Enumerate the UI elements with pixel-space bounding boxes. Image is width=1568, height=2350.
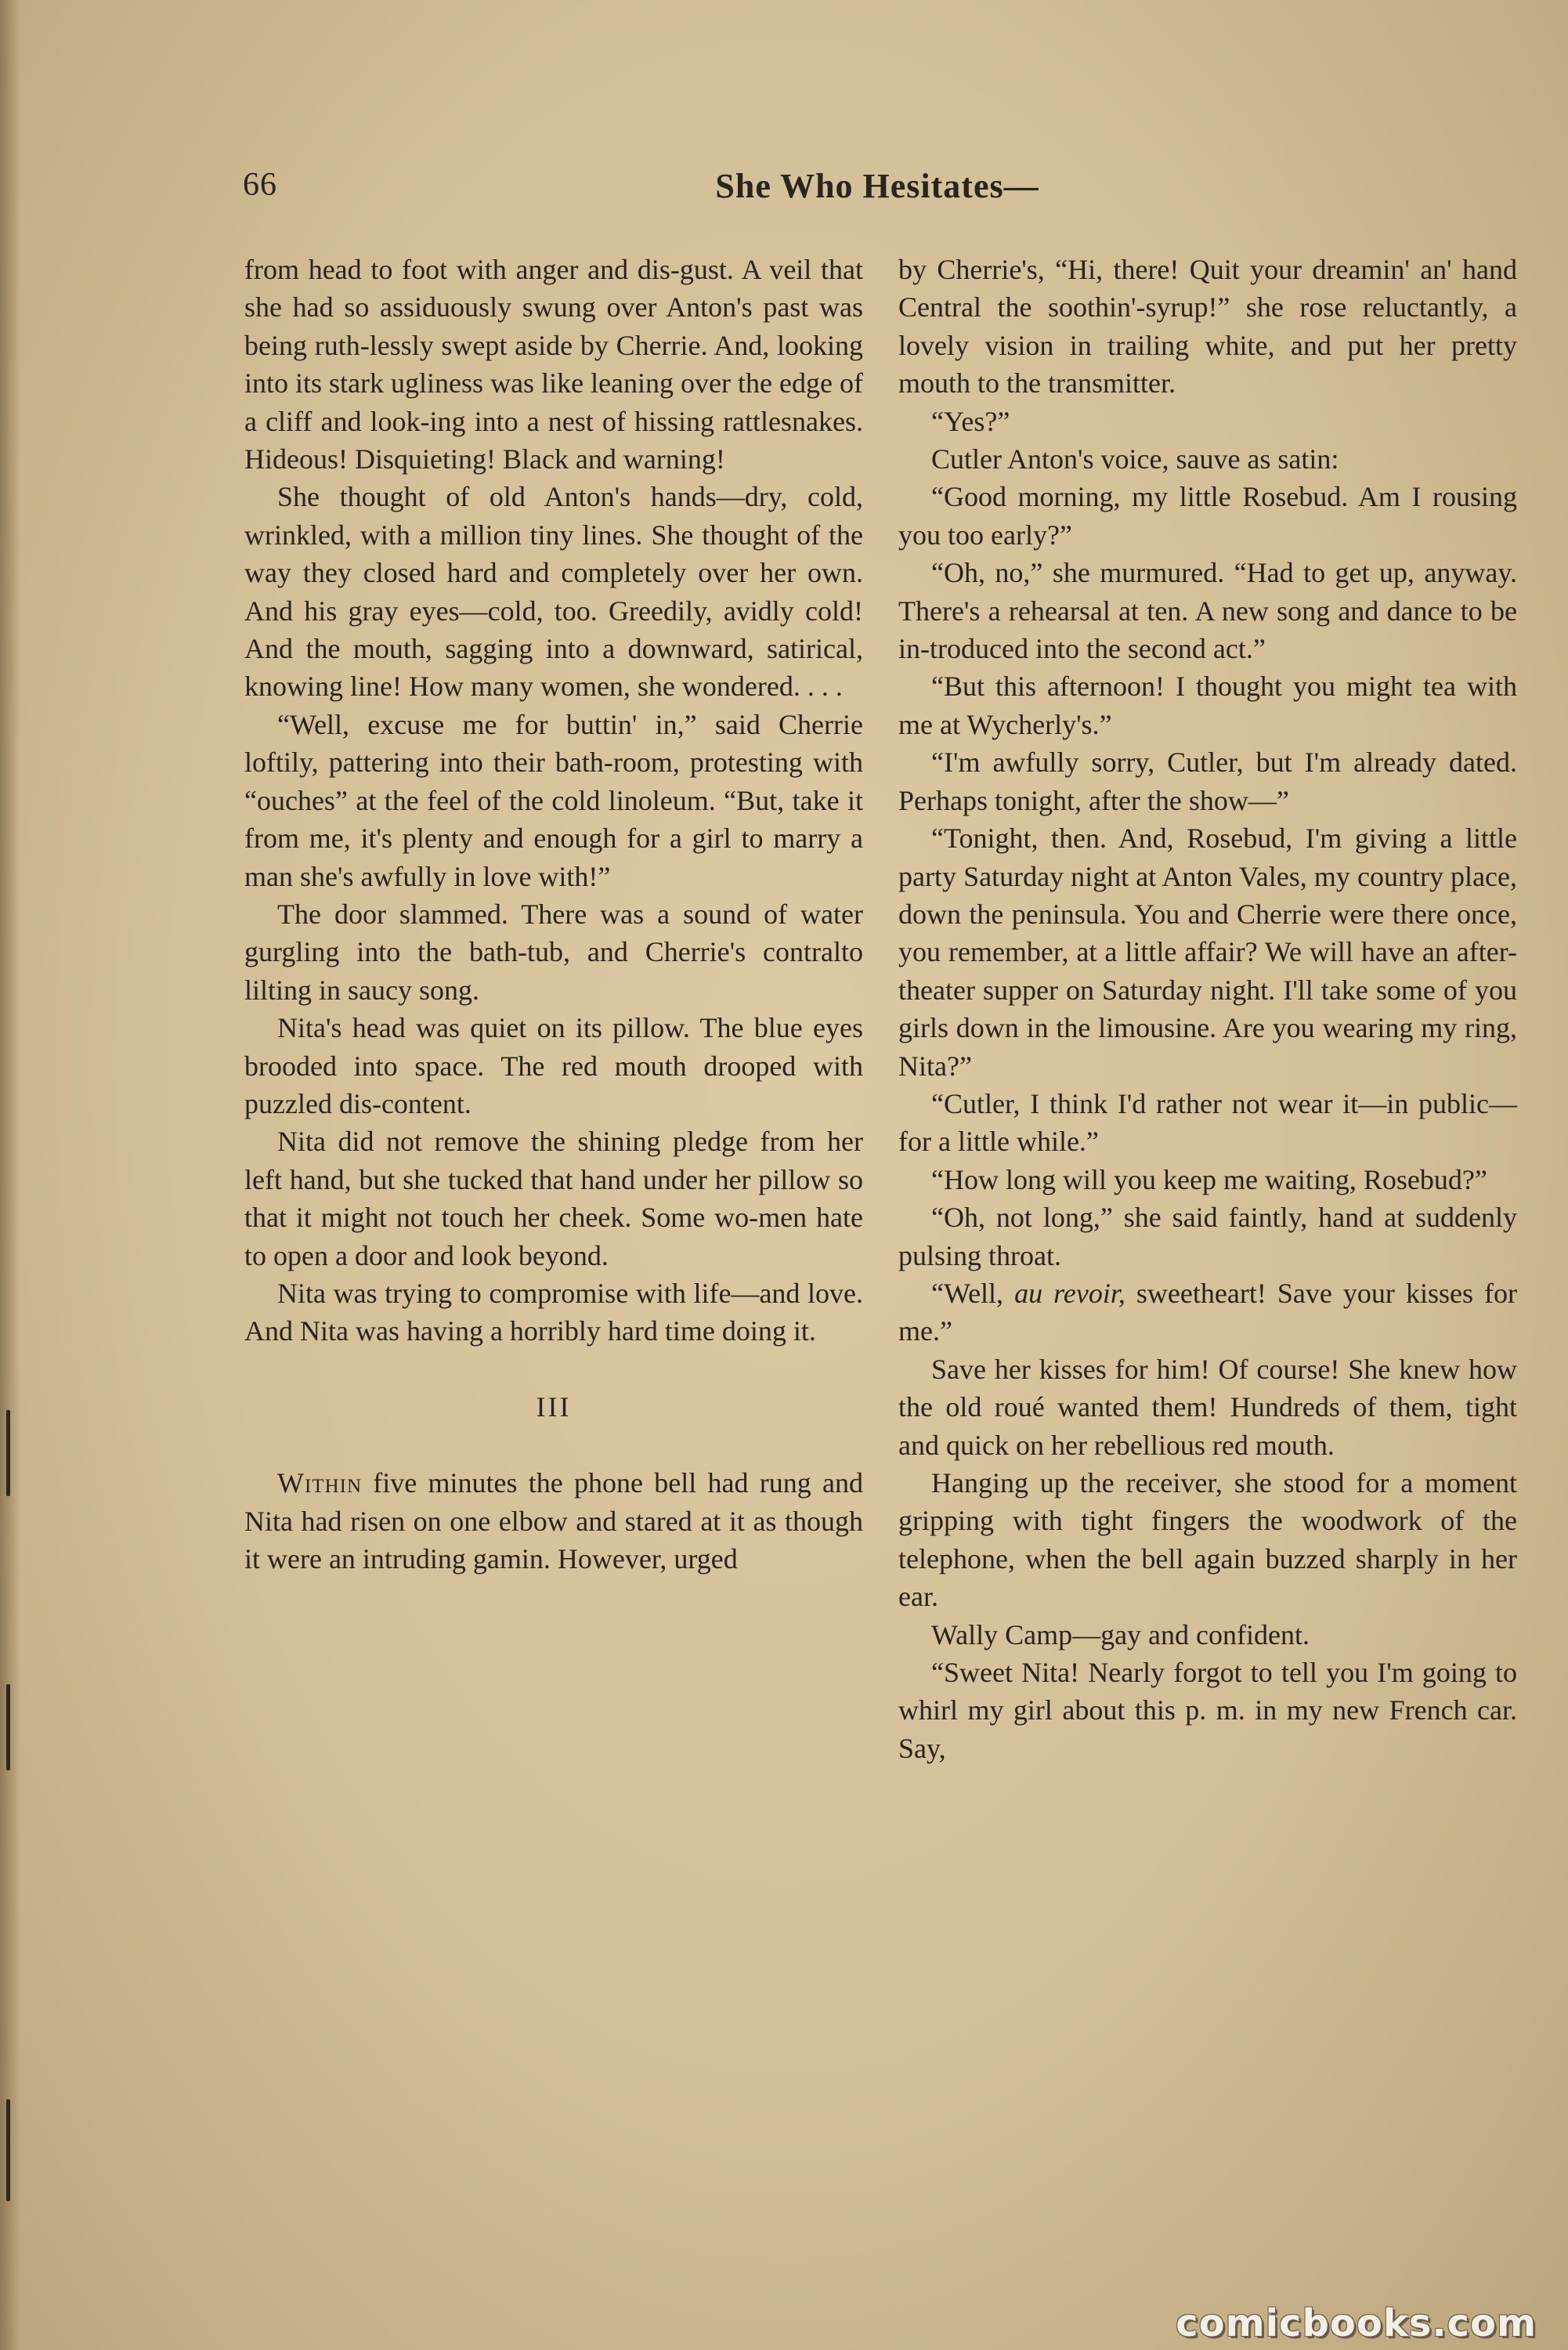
paragraph-text: five minutes the phone bell had rung and Nita had risen on one elbow and stared at it as though it were an intruding gamin. However, urged [244,1467,863,1574]
paragraph: “Yes?” [931,405,1010,437]
paragraph: “But this afternoon! I thought you might tea with me at Wycherly's.” [898,671,1517,740]
paragraph: Nita did not remove the shining pledge from her left hand, but she tucked that hand under her pillow so that it might not touch her cheek. Some wo-men hate to open a door and look beyond. [244,1126,863,1271]
paragraph: Save her kisses for him! Of course! She knew how the old roué wanted them! Hundreds of them, tight and quick on her rebellious red mouth. [898,1353,1517,1461]
paragraph: from head to foot with anger and dis-gust. A veil that she had so assiduously swung over Anton's past was being ruth-lessly swept aside by Cherrie. And, looking into its stark ugliness was like leaning over the edge of a cliff and look-ing into a nest of hissing rattlesnakes. Hideous! Disquieting! Black and warning! [244,254,863,475]
margin-pencil-mark [6,1410,10,1496]
paragraph-text: “Well, [931,1277,1015,1309]
margin-pencil-mark [6,2099,10,2201]
paragraph: “How long will you keep me waiting, Rosebud?” [931,1163,1487,1195]
italic-text: au revoir, [1014,1277,1125,1309]
paragraph: “Oh, not long,” she said faintly, hand at suddenly pulsing throat. [898,1202,1517,1271]
section-heading: III [536,1390,572,1423]
paragraph: “Sweet Nita! Nearly forgot to tell you I'm going to whirl my girl about this p. m. in my new French car. Say, [898,1657,1517,1764]
paragraph: “Tonight, then. And, Rosebud, I'm giving a little party Saturday night at Anton Vales, my country place, down the peninsula. You and Cherrie were there once, you remember, at a little affair? We will have an after-theater supper on Saturday night. I'll take some of you girls down in the limousine. Are you wearing my ring, Nita?” [898,822,1517,1082]
paragraph [898,1274,1517,1350]
paragraph: “Good morning, my little Rosebud. Am I rousing you too early?” [898,481,1517,551]
right-column [898,251,1517,1767]
paragraph-text: sweetheart! Save your kisses for me.” [898,1277,1518,1347]
paragraph: by Cherrie's, “Hi, there! Quit your dreamin' an' hand Central the soothin'-syrup!” she rose reluctantly, a lovely vision in trailing white, and put her pretty mouth to the transmitter. [898,254,1517,400]
paragraph: The door slammed. There was a sound of water gurgling into the bath-tub, and Cherrie's contralto lilting in saucy song. [244,898,863,1006]
paragraph: Nita was trying to compromise with life—and love. And Nita was having a horribly hard time doing it. [244,1277,863,1347]
paragraph: Wally Camp—gay and confident. [931,1618,1310,1650]
left-column [244,251,863,1578]
paragraph: “I'm awfully sorry, Cutler, but I'm already dated. Perhaps tonight, after the show—” [898,747,1517,816]
page-number: 66 [243,167,277,203]
paragraph: “Cutler, I think I'd rather not wear it—in public—for a little while.” [898,1087,1517,1158]
page-edge-shadow [0,0,20,2350]
paragraph: Hanging up the receiver, she stood for a moment gripping with tight fingers the woodwork of the telephone, when the bell again buzzed sharply in her ear. [898,1467,1517,1613]
paragraph: Nita's head was quiet on its pillow. The blue eyes brooded into space. The red mouth drooped with puzzled dis-content. [244,1012,863,1119]
paragraph [244,1464,863,1578]
paragraph: “Oh, no,” she murmured. “Had to get up, anyway. There's a rehearsal at ten. A new song and dance to be in-troduced into the second act.” [898,557,1517,665]
margin-pencil-mark [6,1684,10,1770]
page-header [243,166,1512,213]
running-title: She Who Hesitates— [715,167,1039,205]
site-watermark: comicbooks.com [1176,2301,1537,2345]
drop-word: Within [277,1467,363,1499]
paragraph: Cutler Anton's voice, sauve as satin: [931,443,1339,475]
paragraph: “Well, excuse me for buttin' in,” said Cherrie loftily, pattering into their bath-room, protesting with “ouches” at the feel of the cold linoleum. “But, take it from me, it's plenty and enough for a girl to marry a man she's awfully in love with!” [244,708,863,892]
paragraph: She thought of old Anton's hands—dry, cold, wrinkled, with a million tiny lines. She thought of the way they closed hard and completely over her own. And his gray eyes—cold, too. Greedily, avidly cold! And the mouth, sagging into a downward, satirical, knowing line! How many women, she wondered. . . . [244,481,863,703]
